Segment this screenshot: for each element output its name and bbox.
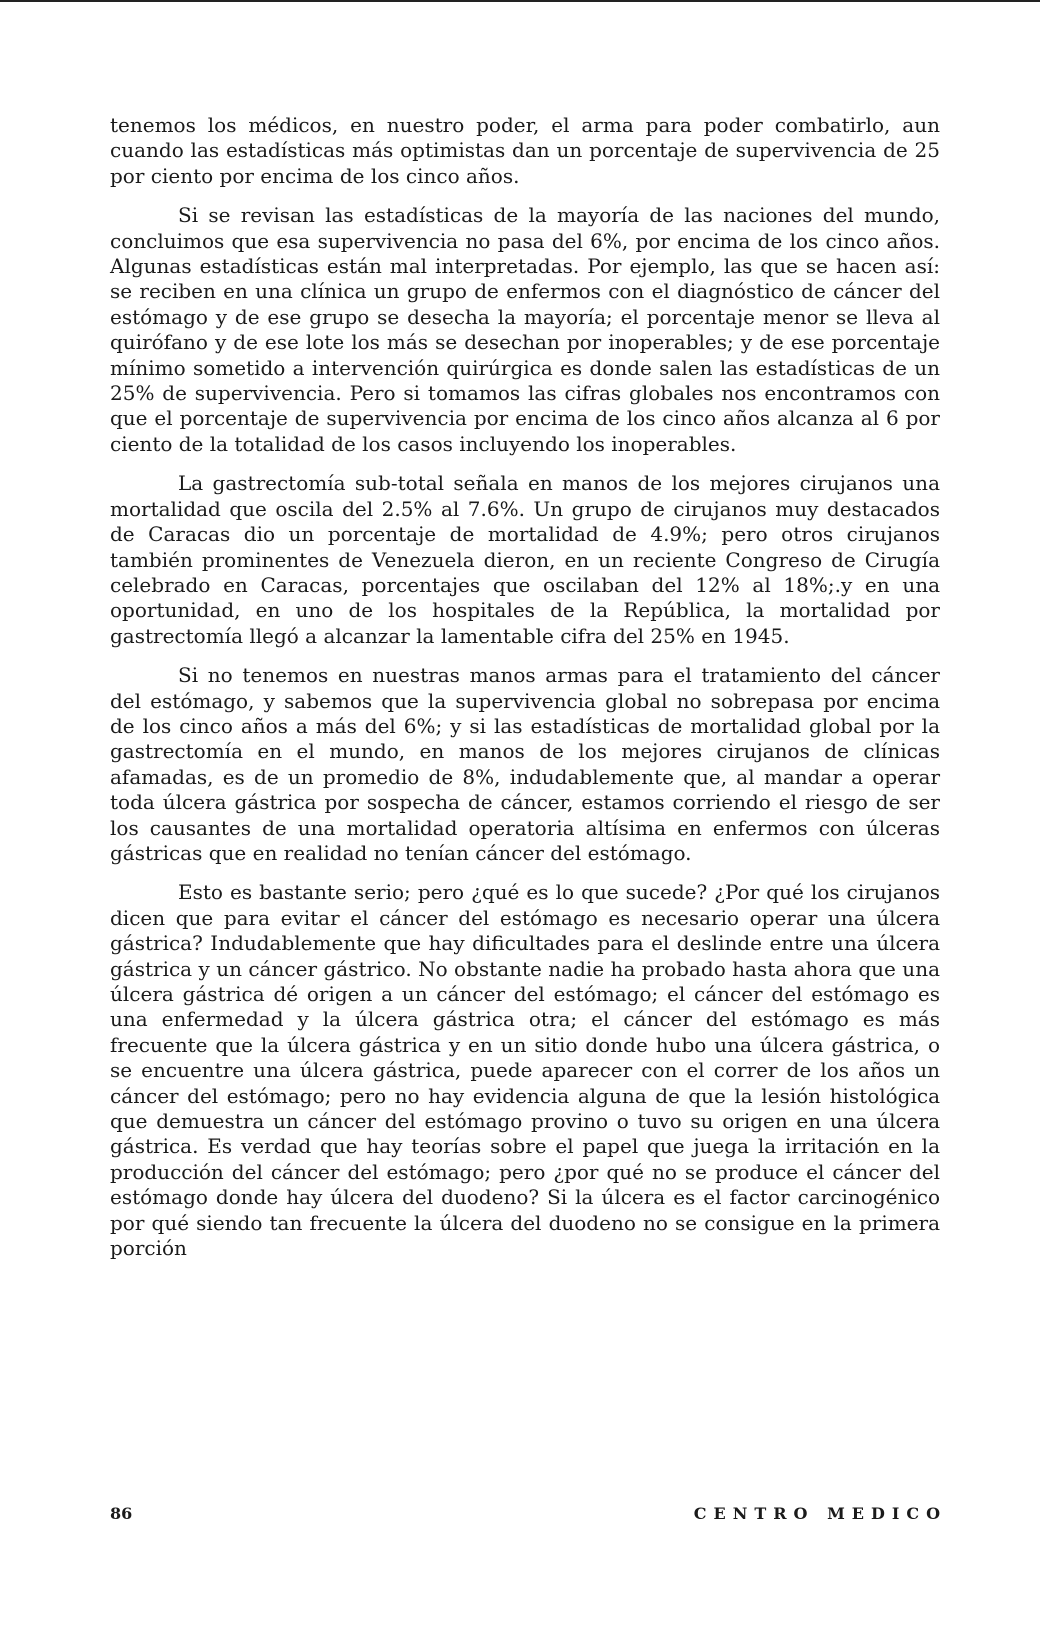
paragraph-2: Si se revisan las estadísticas de la mayoría de las naciones del mundo, concluimos que esa supervivencia no pasa del 6%, por encima de los cinco años. Algunas estadísticas están mal interpretadas. Por ejemplo, las que se hacen así: se reciben en una clínica un grupo de enfermos con el diagnóstico de cáncer del estómago y de ese grupo se desecha la mayoría; el porcentaje menor se lleva al quirófano y de ese lote los más se desechan por inoperables; y de ese porcentaje mínimo sometido a intervención quirúrgica es donde salen las estadísticas de un 25% de supervivencia. Pero si tomamos las cifras globales nos encontramos con que el porcentaje de supervivencia por encima de los cinco años alcanza al 6 por ciento de la totalidad de los casos incluyendo los inoperables.	[110, 203, 940, 456]
paragraph-1: tenemos los médicos, en nuestro poder, el arma para poder combatirlo, aun cuando las estadísticas más optimistas dan un porcentaje de supervivencia de 25 por ciento por encima de los cinco años.	[110, 113, 940, 188]
running-footer-title: CENTRO MEDICO	[693, 1504, 947, 1523]
page-body	[110, 113, 940, 1275]
paragraph-4: Si no tenemos en nuestras manos armas para el tratamiento del cáncer del estómago, y sabemos que la supervivencia global no sobrepasa por encima de los cinco años a más del 6%; y si las estadísticas de mortalidad global por la gastrectomía en el mundo, en manos de los mejores cirujanos de clínicas afamadas, es de un promedio de 8%, indudablemente que, al mandar a operar toda úlcera gástrica por sospecha de cáncer, estamos corriendo el riesgo de ser los causantes de una mortalidad operatoria altísima en enfermos con úlceras gástricas que en realidad no tenían cáncer del estómago.	[110, 663, 940, 865]
page-footer	[110, 1504, 947, 1534]
paragraph-5: Esto es bastante serio; pero ¿qué es lo que sucede? ¿Por qué los cirujanos dicen que para evitar el cáncer del estómago es necesario operar una úlcera gástrica? Indudablemente que hay dificultades para el deslinde entre una úlcera gástrica y un cáncer gástrico. No obstante nadie ha probado hasta ahora que una úlcera gástrica dé origen a un cáncer del estómago; el cáncer del estómago es una enfermedad y la úlcera gástrica otra; el cáncer del estómago es más frecuente que la úlcera gástrica y en un sitio donde hubo una úlcera gástrica, o se encuentre una úlcera gástrica, puede aparecer con el correr de los años un cáncer del estómago; pero no hay evidencia alguna de que la lesión histológica que demuestra un cáncer del estómago provino o tuvo su origen en una úlcera gástrica. Es verdad que hay teorías sobre el papel que juega la irritación en la producción del cáncer del estómago; pero ¿por qué no se produce el cáncer del estómago donde hay úlcera del duodeno? Si la úlcera es el factor carcinogénico por qué siendo tan frecuente la úlcera del duodeno no se consigue en la primera porción	[110, 880, 940, 1261]
top-rule	[0, 0, 1040, 2]
page-number: 86	[110, 1504, 133, 1523]
paragraph-3: La gastrectomía sub-total señala en manos de los mejores cirujanos una mortalidad que oscila del 2.5% al 7.6%. Un grupo de cirujanos muy destacados de Caracas dio un porcentaje de mortalidad de 4.9%; pero otros cirujanos también prominentes de Venezuela dieron, en un reciente Congreso de Cirugía celebrado en Caracas, porcentajes que oscilaban del 12% al 18%;.y en una oportunidad, en uno de los hospitales de la República, la mortalidad por gastrectomía llegó a alcanzar la lamentable cifra del 25% en 1945.	[110, 471, 940, 648]
